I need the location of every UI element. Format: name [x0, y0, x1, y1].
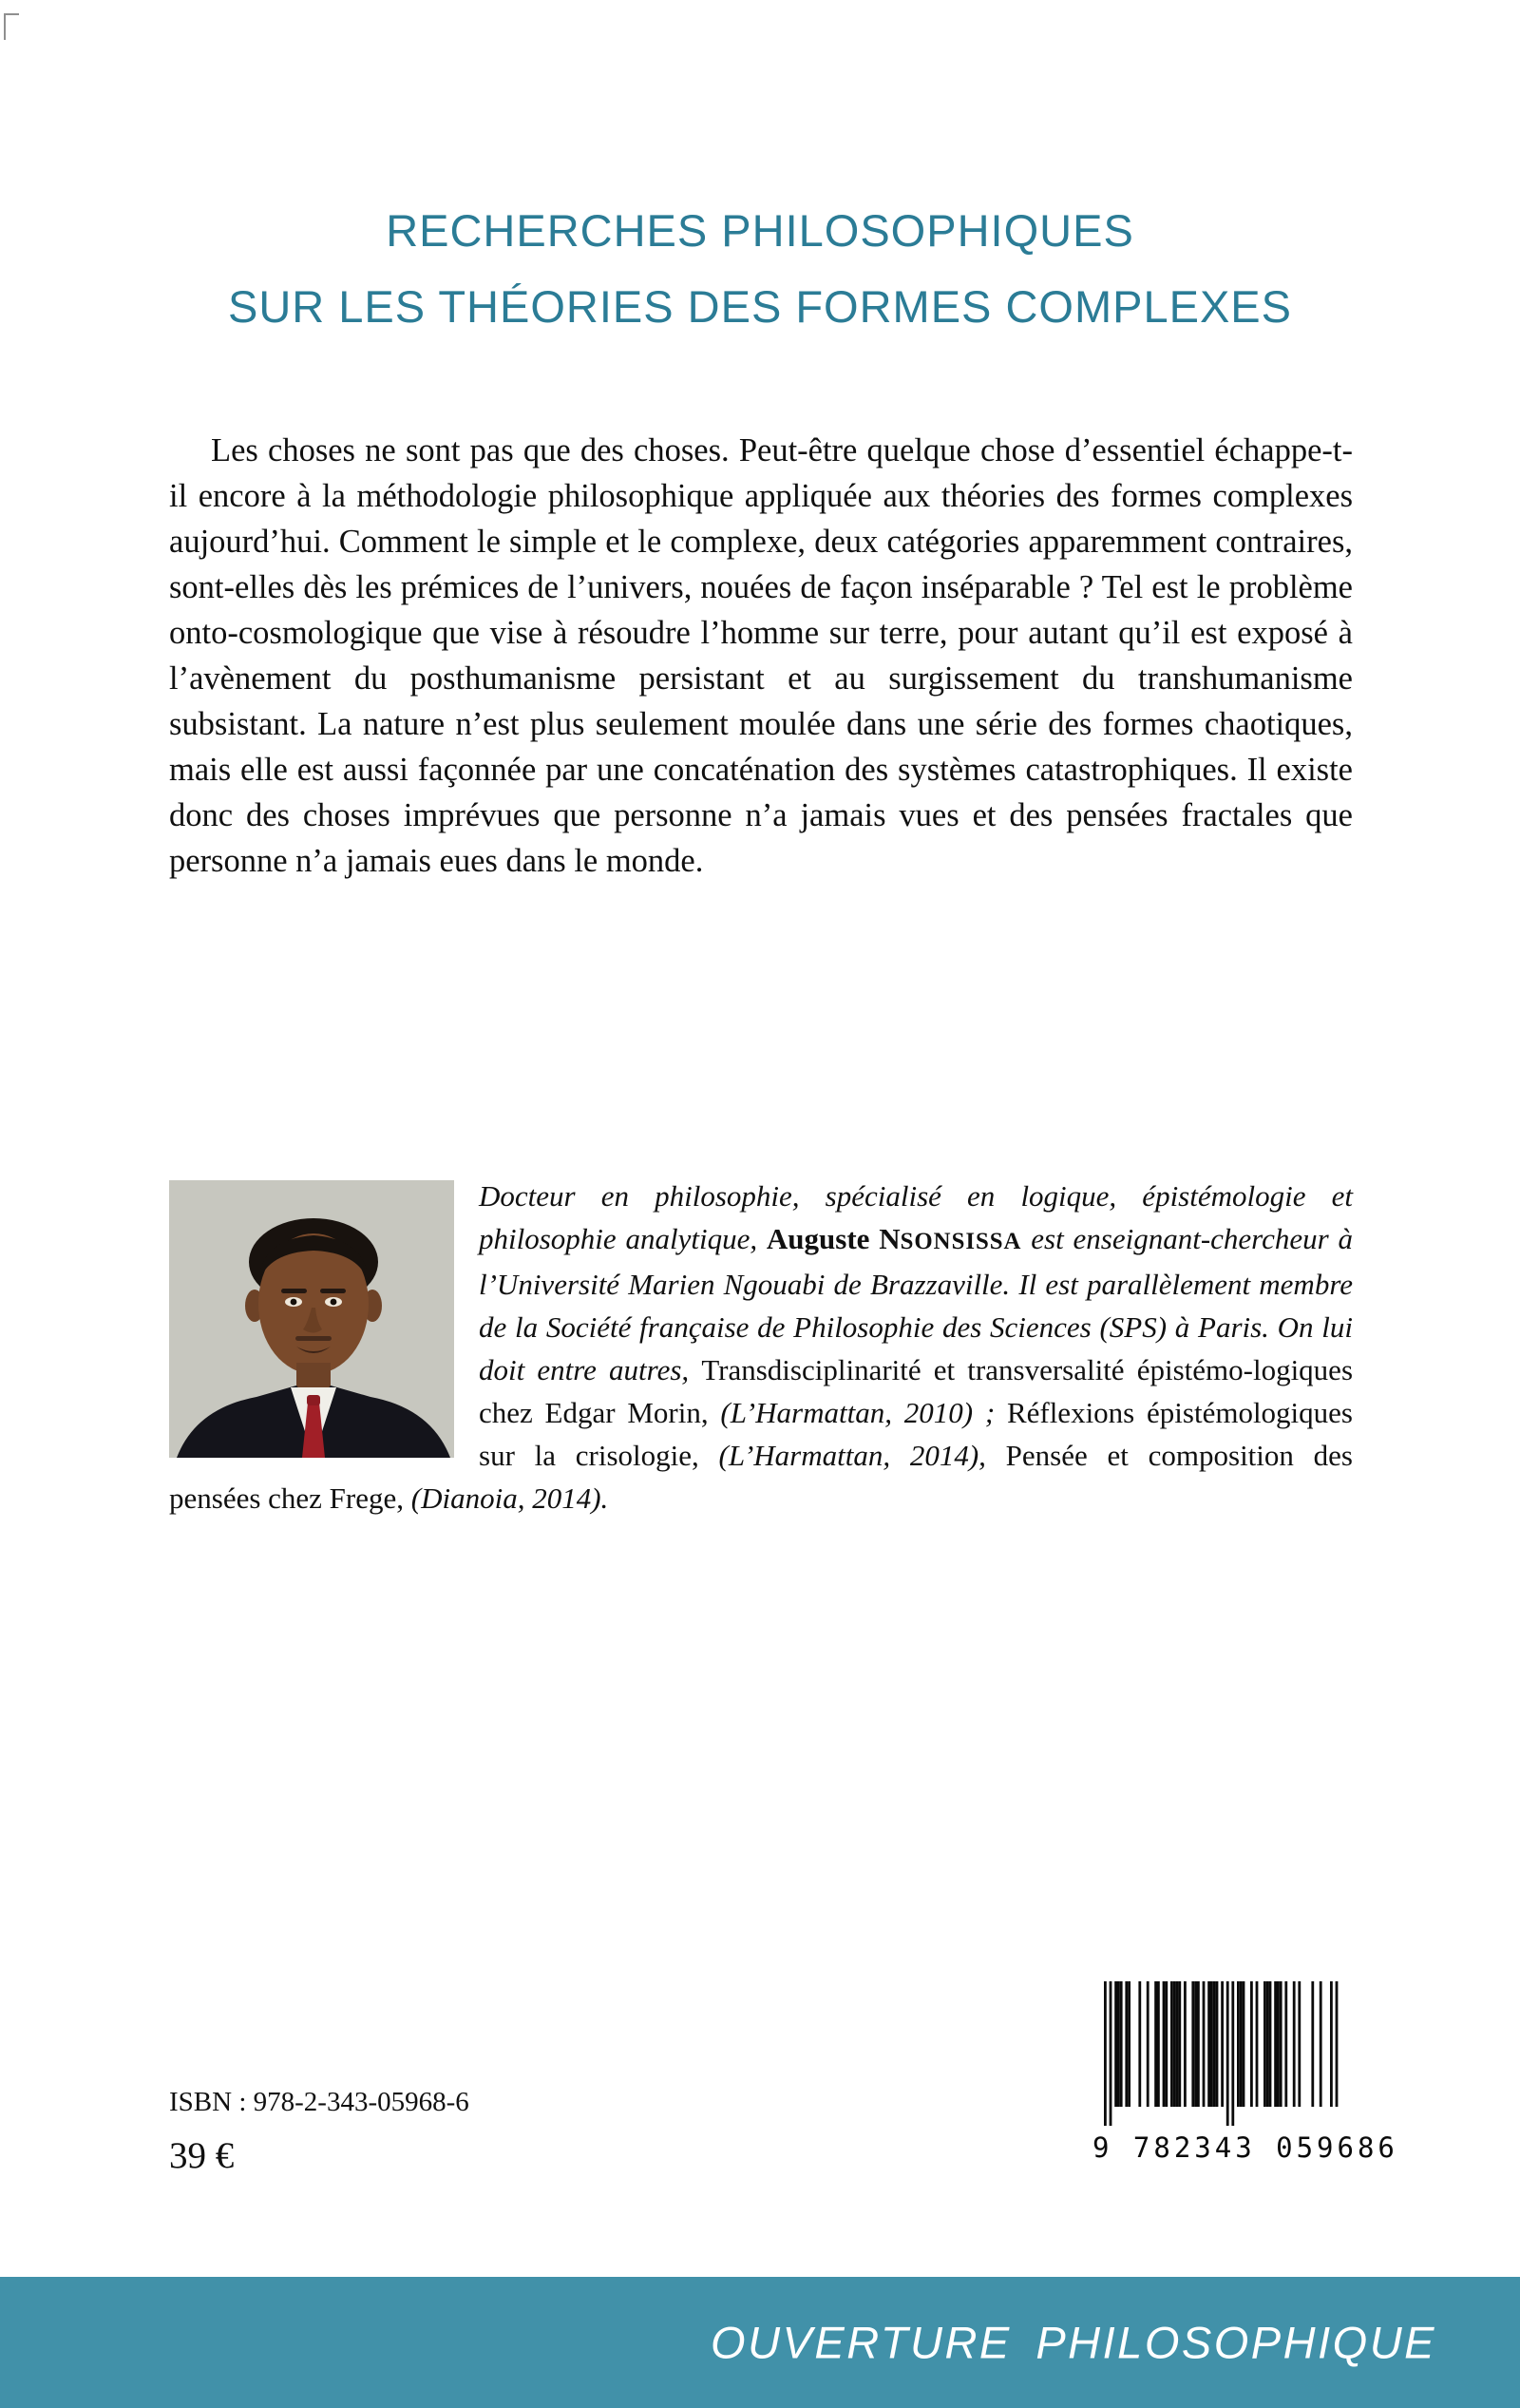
synopsis-paragraph: Les choses ne sont pas que des choses. Peut-être quelque chose d’essentiel échappe-t-il encore à la méthodologie philosophique appliquée aux théories des formes complexes aujourd’hui. Comment le simple et le complexe, deux catégories apparemment contraires, sont-elles dès les prémices de l’univers, nouées de façon inséparable ? Tel est le problème onto-cosmologique que vise à résoudre l’homme sur terre, pour autant qu’il est exposé à l’avènement du posthumanisme persistant et au surgissement du transhumanisme subsistant. La nature n’est plus seulement moulée dans une série des formes chaotiques, mais elle est aussi façonnée par une concaténation des systèmes catastrophiques. Il existe donc des choses imprévues que personne n’a jamais vues et des pensées fractales que personne n’a jamais eues dans le monde.	[169, 432, 1353, 879]
author-photo	[169, 1180, 454, 1458]
book-title-line-2: SUR LES THÉORIES DES FORMES COMPLEXES	[228, 281, 1292, 332]
crop-mark	[4, 13, 19, 40]
bio-segment: Réflexions épistémologiques sur la crisologie,	[479, 1396, 1353, 1472]
bio-segment: (L’Harmattan, 2010) ;	[720, 1396, 1007, 1429]
bio-segment: Pensée et composition des pensées chez Frege,	[169, 1439, 1353, 1515]
bio-segment: Docteur en philosophie, spécialisé en logique, épistémologie et philosophie analytique,	[479, 1179, 1353, 1255]
book-title-line-1: RECHERCHES PHILOSOPHIQUES	[386, 205, 1134, 256]
collection-band	[0, 2277, 1520, 2408]
bio-segment: est enseignant-chercheur à l’Université Marien Ngouabi de Brazzaville. Il est parallèlement membre de la Société française de Philosophie des Sciences (SPS) à Paris. On lui doit entre autres,	[479, 1222, 1353, 1386]
isbn-text: ISBN : 978-2-343-05968-6	[169, 2087, 469, 2117]
bio-segment: SONSISSA	[900, 1229, 1022, 1254]
barcode	[1092, 1981, 1398, 2171]
bio-segment: (Dianoia, 2014).	[410, 1481, 609, 1515]
author-section	[169, 1175, 1353, 1519]
price-text: 39 €	[169, 2135, 235, 2176]
bio-segment: Transdisciplinarité et transversalité épistémo-logiques chez Edgar Morin,	[479, 1353, 1354, 1429]
barcode-bars	[1092, 1981, 1368, 2130]
bio-segment: Auguste N	[766, 1222, 901, 1255]
bio-segment: (L’Harmattan, 2014),	[718, 1439, 1006, 1472]
collection-title: OUVERTURE PHILOSOPHIQUE	[711, 2317, 1436, 2368]
barcode-number: 9 782343 059686	[1092, 2131, 1398, 2164]
title-block	[0, 193, 1520, 345]
